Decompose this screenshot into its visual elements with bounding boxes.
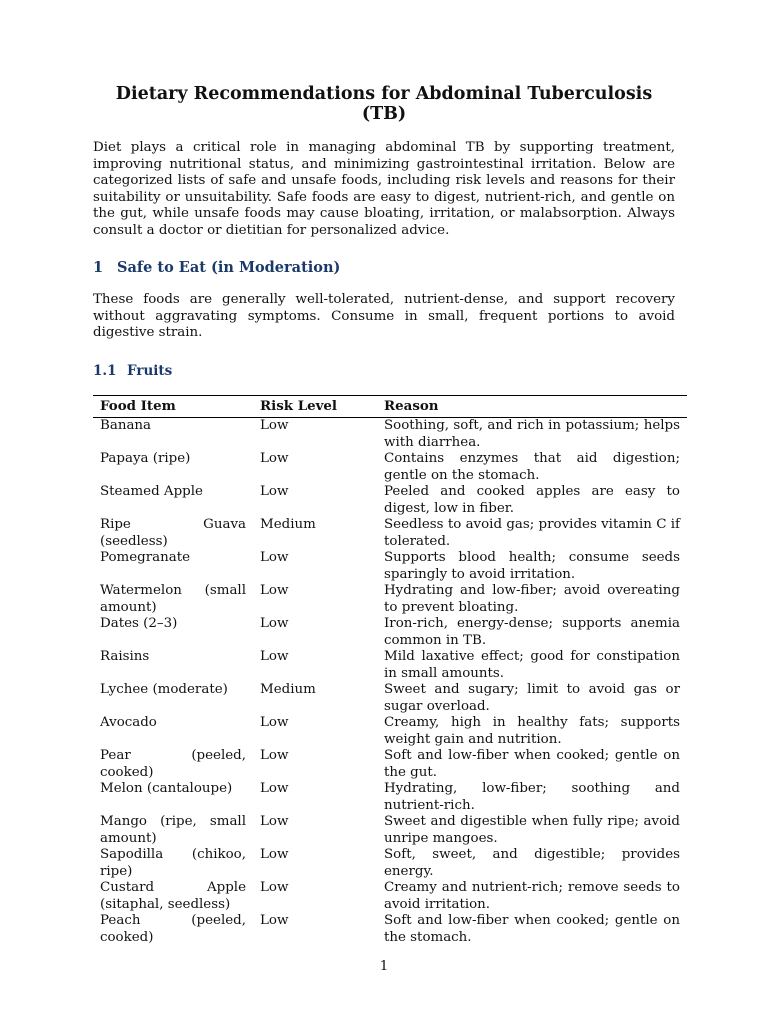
intro-paragraph: Diet plays a critical role in managing abdominal TB by supporting treatment, improving nutritional status, and minimizing gastrointestinal irritation. Below are categorized lists of safe and unsafe foods, including risk levels and reasons for their suitability or unsuitability. Safe foods are easy to digest, nutrient-rich, and gentle on the gut, while unsafe foods may cause bloating, irritation, or malabsorption. Always consult a doctor or dietitian for personalized advice. bbox=[93, 140, 675, 238]
reason-cell: Contains enzymes that aid digestion; gentle on the stomach. bbox=[384, 451, 680, 483]
reason-cell: Sweet and sugary; limit to avoid gas or sugar overload. bbox=[384, 682, 680, 714]
table-row bbox=[93, 616, 687, 649]
reason-cell: Seedless to avoid gas; provides vitamin C if tolerated. bbox=[384, 517, 680, 549]
table-header-row bbox=[93, 395, 687, 418]
food-cell: Melon (cantaloupe) bbox=[100, 781, 233, 796]
reason-cell: Soft and low-fiber when cooked; gentle on the gut. bbox=[384, 748, 680, 780]
section-heading bbox=[93, 259, 675, 276]
food-cell: Watermelon (small amount) bbox=[100, 583, 246, 615]
reason-cell: Peeled and cooked apples are easy to digest, low in fiber. bbox=[384, 484, 680, 516]
table-row bbox=[93, 517, 687, 550]
section-number: 1 bbox=[93, 259, 104, 276]
food-cell: Steamed Apple bbox=[100, 484, 203, 499]
food-cell: Raisins bbox=[100, 649, 150, 664]
risk-cell: Low bbox=[260, 484, 289, 499]
risk-cell: Low bbox=[260, 418, 289, 433]
table-row bbox=[93, 649, 687, 682]
table-row bbox=[93, 484, 687, 517]
food-cell: Lychee (moderate) bbox=[100, 682, 228, 697]
document-title: Dietary Recommendations for Abdominal Tuberculosis (TB) bbox=[115, 84, 653, 124]
table-row bbox=[93, 550, 687, 583]
subsection-number: 1.1 bbox=[93, 362, 117, 379]
reason-cell: Sweet and digestible when fully ripe; avoid unripe mangoes. bbox=[384, 814, 680, 846]
document-page bbox=[93, 84, 680, 946]
food-cell: Papaya (ripe) bbox=[100, 451, 191, 466]
food-cell: Dates (2–3) bbox=[100, 616, 178, 631]
table-row bbox=[93, 781, 687, 814]
table-row bbox=[93, 715, 687, 748]
reason-cell: Creamy and nutrient-rich; remove seeds to avoid irritation. bbox=[384, 880, 680, 912]
risk-cell: Low bbox=[260, 880, 289, 895]
risk-cell: Low bbox=[260, 748, 289, 763]
risk-cell: Low bbox=[260, 847, 289, 862]
section-paragraph: These foods are generally well-tolerated, nutrient-dense, and support recovery without aggravating symptoms. Consume in small, frequent portions to avoid digestive strain. bbox=[93, 292, 675, 340]
subsection-title: Fruits bbox=[127, 362, 173, 379]
table-row bbox=[93, 814, 687, 847]
reason-cell: Supports blood health; consume seeds sparingly to avoid irritation. bbox=[384, 550, 680, 582]
risk-cell: Low bbox=[260, 583, 289, 598]
risk-cell: Low bbox=[260, 814, 289, 829]
reason-cell: Soft and low-fiber when cooked; gentle on the stomach. bbox=[384, 913, 680, 945]
table-row bbox=[93, 847, 687, 880]
table-row bbox=[93, 880, 687, 913]
risk-cell: Low bbox=[260, 781, 289, 796]
food-cell: Ripe Guava (seedless) bbox=[100, 517, 246, 549]
food-cell: Peach (peeled, cooked) bbox=[100, 913, 246, 945]
reason-cell: Creamy, high in healthy fats; supports weight gain and nutrition. bbox=[384, 715, 680, 747]
table-row bbox=[93, 682, 687, 715]
risk-cell: Low bbox=[260, 913, 289, 928]
table-row bbox=[93, 418, 687, 452]
food-cell: Avocado bbox=[100, 715, 157, 730]
table-row bbox=[93, 913, 687, 946]
food-cell: Sapodilla (chikoo, ripe) bbox=[100, 847, 246, 879]
food-cell: Pear (peeled, cooked) bbox=[100, 748, 246, 780]
risk-cell: Low bbox=[260, 649, 289, 664]
reason-cell: Soothing, soft, and rich in potassium; helps with diarrhea. bbox=[384, 418, 680, 450]
risk-cell: Low bbox=[260, 550, 289, 565]
section-title: Safe to Eat (in Moderation) bbox=[117, 259, 341, 276]
reason-cell: Iron-rich, energy-dense; supports anemia common in TB. bbox=[384, 616, 680, 648]
header-risk-level: Risk Level bbox=[253, 395, 377, 418]
reason-cell: Soft, sweet, and digestible; provides energy. bbox=[384, 847, 680, 879]
header-food-item: Food Item bbox=[93, 395, 253, 418]
table-body bbox=[93, 418, 687, 947]
food-cell: Custard Apple (sitaphal, seedless) bbox=[100, 880, 246, 912]
table-row bbox=[93, 583, 687, 616]
food-cell: Mango (ripe, small amount) bbox=[100, 814, 246, 846]
reason-cell: Hydrating, low-fiber; soothing and nutrient-rich. bbox=[384, 781, 680, 813]
food-cell: Banana bbox=[100, 418, 152, 433]
risk-cell: Low bbox=[260, 451, 289, 466]
risk-cell: Low bbox=[260, 616, 289, 631]
reason-cell: Hydrating and low-fiber; avoid overeating to prevent bloating. bbox=[384, 583, 680, 615]
risk-cell: Medium bbox=[260, 517, 316, 532]
header-reason: Reason bbox=[377, 395, 687, 418]
food-cell: Pomegranate bbox=[100, 550, 191, 565]
table-row bbox=[93, 748, 687, 781]
fruits-table bbox=[93, 395, 687, 947]
page-number: 1 bbox=[379, 959, 389, 974]
risk-cell: Low bbox=[260, 715, 289, 730]
risk-cell: Medium bbox=[260, 682, 316, 697]
reason-cell: Mild laxative effect; good for constipation in small amounts. bbox=[384, 649, 680, 681]
table-row bbox=[93, 451, 687, 484]
subsection-heading bbox=[93, 363, 675, 379]
